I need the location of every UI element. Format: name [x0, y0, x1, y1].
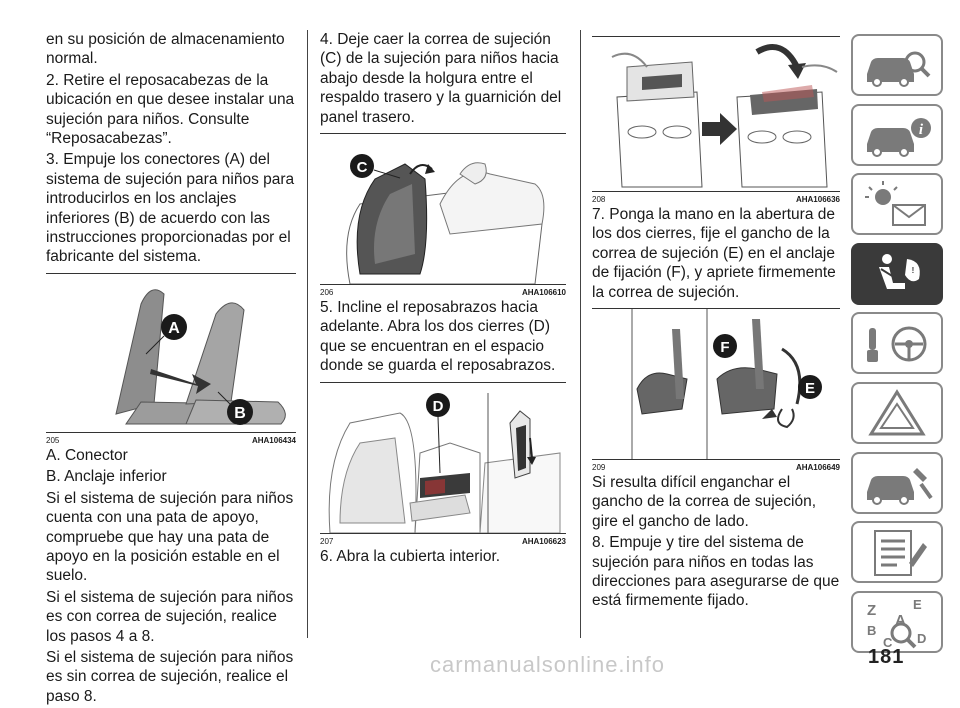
svg-text:B: B	[867, 622, 877, 638]
armrest-latch-illustration	[320, 383, 566, 533]
callout-d: D	[432, 397, 444, 415]
key-steering-wheel-icon	[853, 314, 941, 372]
svg-text:E: E	[913, 596, 922, 612]
figure-caption	[592, 462, 840, 473]
warning-light-message-icon	[853, 175, 941, 233]
paragraph: 2. Retire el reposacabezas de la ubicación en que desee instalar una sujeción para niños. Consulte “Reposacabezas”.	[46, 71, 295, 148]
paragraph: 6. Abra la cubierta interior.	[320, 547, 501, 565]
svg-text:!: !	[911, 265, 915, 275]
car-info-icon	[853, 106, 941, 164]
figure-number: 205	[46, 435, 60, 445]
figure-205	[46, 273, 296, 433]
car-service-icon	[853, 454, 941, 512]
tab-index[interactable]	[851, 591, 943, 653]
car-search-icon	[853, 36, 941, 94]
tab-starting-driving[interactable]	[851, 312, 943, 374]
paragraph: 5. Incline el reposabrazos hacia adelante. Abra los dos cierres (D) que se encuentran en el espacio donde se guarda el reposabrazos.	[320, 299, 556, 375]
anchor-hook-illustration	[592, 309, 840, 459]
checklist-icon	[853, 523, 941, 581]
svg-text:Z: Z	[867, 601, 877, 619]
callout-c: C	[356, 159, 368, 177]
paragraph: 7. Ponga la mano en la abertura de los dos cierres, fije el gancho de la correa de sujeción (E) en el anclaje de fijación (F), y apriete firmemente la correa de sujeción.	[592, 206, 836, 301]
column-divider	[307, 30, 308, 638]
callout-b: B	[234, 404, 246, 422]
callout-a: A	[168, 319, 180, 337]
figure-caption	[320, 536, 566, 547]
figure-207	[320, 382, 566, 534]
tab-car-info[interactable]	[851, 104, 943, 166]
figure-code: AHA106434	[251, 435, 296, 445]
paragraph: 4. Deje caer la correa de sujeción (C) de la sujeción para niños hacia abajo desde la holgura entre el respaldo trasero y la guarnición del panel trasero.	[320, 31, 562, 126]
figure-number: 208	[592, 195, 606, 204]
cover-open-illustration	[592, 37, 840, 191]
figure-caption	[46, 435, 296, 446]
warning-triangle-icon	[853, 384, 941, 442]
watermark: carmanualsonline.info	[430, 652, 666, 677]
tab-technical-data[interactable]	[851, 521, 943, 583]
seat-anchor-illustration	[46, 274, 296, 432]
figure-code: AHA106623	[521, 536, 566, 546]
figure-number: 209	[592, 463, 606, 473]
index-search-icon	[853, 593, 941, 651]
svg-text:A: A	[895, 611, 906, 629]
svg-text:i: i	[918, 121, 924, 138]
figure-209	[592, 308, 840, 460]
svg-text:D: D	[917, 630, 927, 646]
tether-strap-illustration	[320, 134, 566, 284]
figure-code: AHA106649	[795, 463, 840, 473]
figure-caption	[320, 287, 566, 298]
seat-airbag-icon	[853, 245, 941, 303]
column-middle	[320, 30, 566, 568]
column-divider	[580, 30, 581, 638]
paragraph: Si el sistema de sujeción para niños cuenta con una pata de apoyo, compruebe que hay una pata de apoyo en la posición estable en el suelo.	[46, 489, 294, 585]
figure-208	[592, 36, 840, 192]
page-number: 181	[868, 646, 905, 668]
paragraph: Si resulta difícil enganchar el gancho de la correa de sujeción, gire el gancho de lado.	[592, 474, 817, 530]
tab-warning-lights[interactable]	[851, 173, 943, 235]
paragraph: 3. Empuje los conectores (A) del sistema de sujeción para niños para introducirlos en los anclajes inferiores (B) de acuerdo con las instrucciones proporcionadas por el fabricante del sistema.	[46, 151, 295, 266]
tab-safety[interactable]	[851, 243, 943, 305]
figure-number: 206	[320, 288, 334, 298]
figure-number: 207	[320, 536, 334, 546]
figure-code: AHA106610	[521, 288, 566, 298]
tab-emergency[interactable]	[851, 382, 943, 444]
legend-item: A. Conector	[46, 446, 128, 464]
paragraph: 8. Empuje y tire del sistema de sujeción para niños en todas las direcciones para asegurarse de que está firmemente fijado.	[592, 534, 840, 610]
column-right	[592, 30, 840, 613]
legend-item: B. Anclaje inferior	[46, 468, 167, 486]
paragraph: Si el sistema de sujeción para niños es sin correa de sujeción, realice el paso 8.	[46, 648, 294, 705]
figure-code: AHA106636	[795, 195, 840, 204]
chapter-tabs	[851, 34, 943, 660]
paragraph: Si el sistema de sujeción para niños es con correa de sujeción, realice los pasos 4 a 8.	[46, 588, 294, 645]
figure-206	[320, 133, 566, 285]
tab-car-search[interactable]	[851, 34, 943, 96]
callout-f: F	[720, 339, 730, 357]
tab-maintenance[interactable]	[851, 452, 943, 514]
figure-caption	[592, 194, 840, 205]
callout-e: E	[804, 380, 816, 398]
paragraph: en su posición de almacenamiento normal.	[46, 31, 285, 68]
column-left	[46, 30, 296, 708]
svg-text:C: C	[883, 634, 893, 650]
